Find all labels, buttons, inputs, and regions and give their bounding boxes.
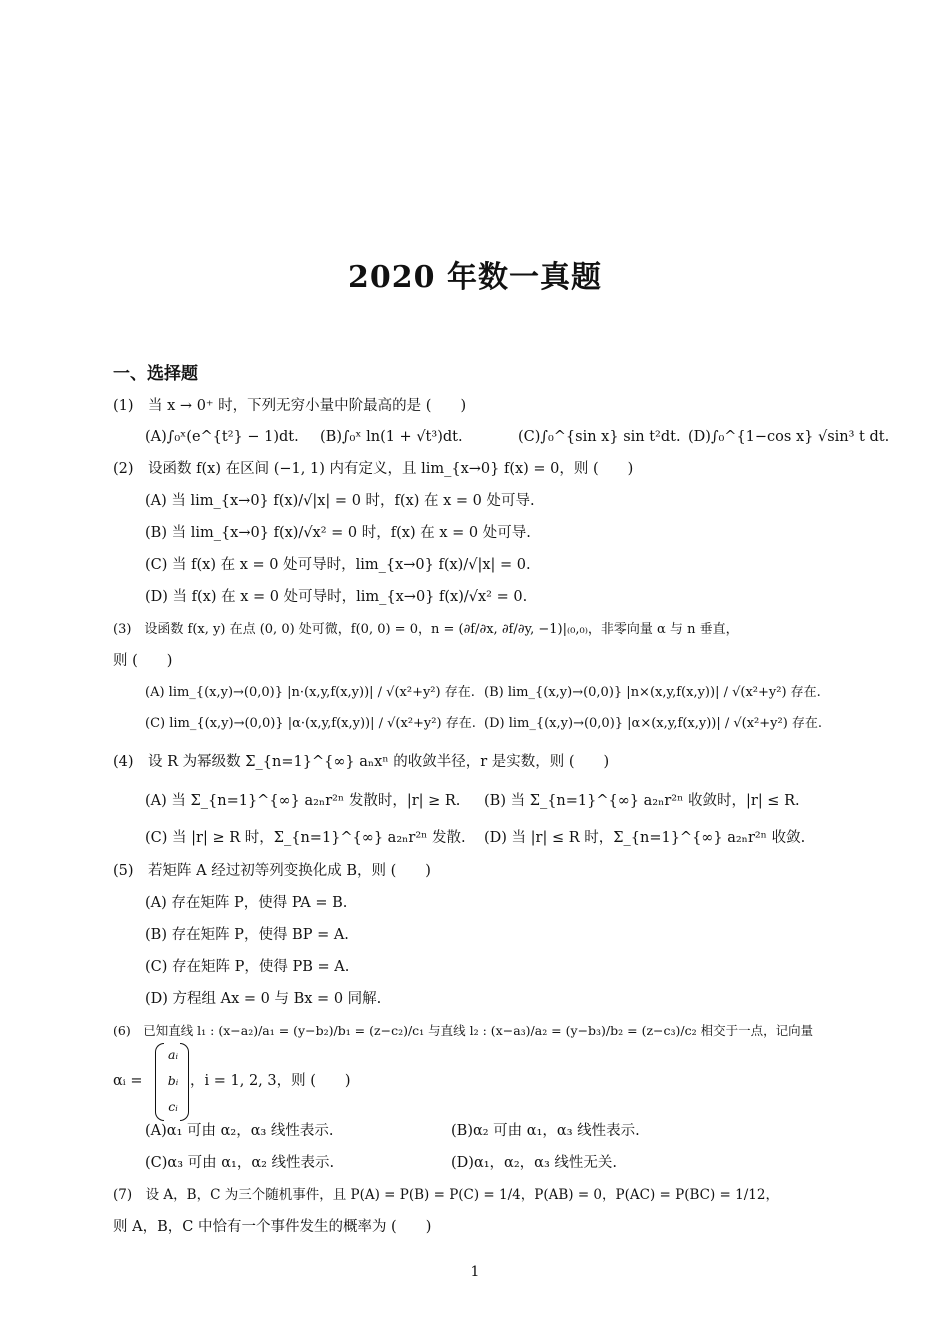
q6-option-b: (B)α₂ 可由 α₁，α₃ 线性表示. bbox=[451, 1123, 640, 1139]
q2-option-d: (D) 当 f(x) 在 x = 0 处可导时，lim_{x→0} f(x)/√x² = 0. bbox=[145, 589, 528, 605]
q1-option-b: (B)∫₀ˣ ln(1 + √t³)dt. bbox=[320, 429, 463, 445]
question-7-continued: 则 A，B，C 中恰有一个事件发生的概率为 ( ) bbox=[113, 1219, 432, 1235]
q6-option-a: (A)α₁ 可由 α₂，α₃ 线性表示. bbox=[145, 1123, 334, 1139]
right-paren bbox=[180, 1043, 189, 1121]
q1-option-c: (C)∫₀^{sin x} sin t²dt. bbox=[518, 429, 681, 445]
q1-option-d: (D)∫₀^{1−cos x} √sin³ t dt. bbox=[688, 429, 890, 445]
vector-entry-c: cᵢ bbox=[168, 1099, 178, 1114]
q4-option-a: (A) 当 Σ_{n=1}^{∞} a₂ₙr²ⁿ 发散时，|r| ≥ R. bbox=[145, 793, 461, 809]
q3-option-d: (D) lim_{(x,y)→(0,0)} |α×(x,y,f(x,y))| / √(x²+y²) 存在. bbox=[484, 716, 823, 731]
q3-option-b: (B) lim_{(x,y)→(0,0)} |n×(x,y,f(x,y))| / √(x²+y²) 存在. bbox=[484, 685, 821, 700]
page-number: 1 bbox=[470, 1264, 480, 1280]
q6-column-vector bbox=[155, 1043, 189, 1121]
q3-option-a: (A) lim_{(x,y)→(0,0)} |n·(x,y,f(x,y))| / √(x²+y²) 存在. bbox=[145, 685, 475, 700]
question-1: (1) 当 x → 0⁺ 时，下列无穷小量中阶最高的是 ( ) bbox=[113, 398, 467, 414]
q2-option-c: (C) 当 f(x) 在 x = 0 处可导时，lim_{x→0} f(x)/√|x| = 0. bbox=[145, 557, 531, 573]
q4-option-d: (D) 当 |r| ≤ R 时，Σ_{n=1}^{∞} a₂ₙr²ⁿ 收敛. bbox=[484, 830, 806, 846]
q5-option-c: (C) 存在矩阵 P，使得 PB = A. bbox=[145, 959, 350, 975]
question-5: (5) 若矩阵 A 经过初等列变换化成 B，则 ( ) bbox=[113, 863, 431, 879]
question-4: (4) 设 R 为幂级数 Σ_{n=1}^{∞} aₙxⁿ 的收敛半径，r 是实数，则 ( ) bbox=[113, 754, 610, 770]
vector-entry-b: bᵢ bbox=[167, 1073, 179, 1088]
q6-vector-rhs: ，i = 1, 2, 3，则 ( ) bbox=[190, 1073, 351, 1089]
section-heading: 一、选择题 bbox=[113, 364, 198, 384]
q6-option-c: (C)α₃ 可由 α₁，α₂ 线性表示. bbox=[145, 1155, 335, 1171]
q5-option-a: (A) 存在矩阵 P，使得 PA = B. bbox=[145, 895, 348, 911]
page-title: 2020 年数一真题 bbox=[348, 260, 602, 295]
q2-option-a: (A) 当 lim_{x→0} f(x)/√|x| = 0 时，f(x) 在 x = 0 处可导. bbox=[145, 493, 535, 509]
q4-option-b: (B) 当 Σ_{n=1}^{∞} a₂ₙr²ⁿ 收敛时，|r| ≤ R. bbox=[484, 793, 800, 809]
vector-entry-a: aᵢ bbox=[168, 1047, 178, 1062]
q4-option-c: (C) 当 |r| ≥ R 时，Σ_{n=1}^{∞} a₂ₙr²ⁿ 发散. bbox=[145, 830, 466, 846]
q2-option-b: (B) 当 lim_{x→0} f(x)/√x² = 0 时，f(x) 在 x = 0 处可导. bbox=[145, 525, 531, 541]
q3-option-c: (C) lim_{(x,y)→(0,0)} |α·(x,y,f(x,y))| / √(x²+y²) 存在. bbox=[145, 716, 476, 731]
q6-vector-lhs: αᵢ = bbox=[113, 1073, 143, 1089]
left-paren bbox=[155, 1043, 164, 1121]
q5-option-b: (B) 存在矩阵 P，使得 BP = A. bbox=[145, 927, 349, 943]
question-3-continued: 则 ( ) bbox=[113, 653, 173, 669]
question-6: (6) 已知直线 l₁ : (x−a₂)/a₁ = (y−b₂)/b₁ = (z−c₂)/c₁ 与直线 l₂ : (x−a₃)/a₂ = (y−b₃)/b₂ = (z−c₃)/c₂ 相交于一点，记向量 bbox=[113, 1023, 814, 1038]
q6-option-d: (D)α₁，α₂，α₃ 线性无关. bbox=[451, 1155, 617, 1171]
q1-option-a: (A)∫₀ˣ(e^{t²} − 1)dt. bbox=[145, 429, 299, 445]
q5-option-d: (D) 方程组 Ax = 0 与 Bx = 0 同解. bbox=[145, 991, 382, 1007]
question-2: (2) 设函数 f(x) 在区间 (−1, 1) 内有定义，且 lim_{x→0} f(x) = 0，则 ( ) bbox=[113, 461, 634, 477]
question-3: (3) 设函数 f(x, y) 在点 (0, 0) 处可微，f(0, 0) = 0，n = (∂f/∂x, ∂f/∂y, −1)|₍₀,₀₎，非零向量 α 与 n 垂直， bbox=[113, 622, 739, 637]
question-7: (7) 设 A，B，C 为三个随机事件，且 P(A) = P(B) = P(C) = 1/4，P(AB) = 0，P(AC) = P(BC) = 1/12， bbox=[113, 1187, 779, 1203]
